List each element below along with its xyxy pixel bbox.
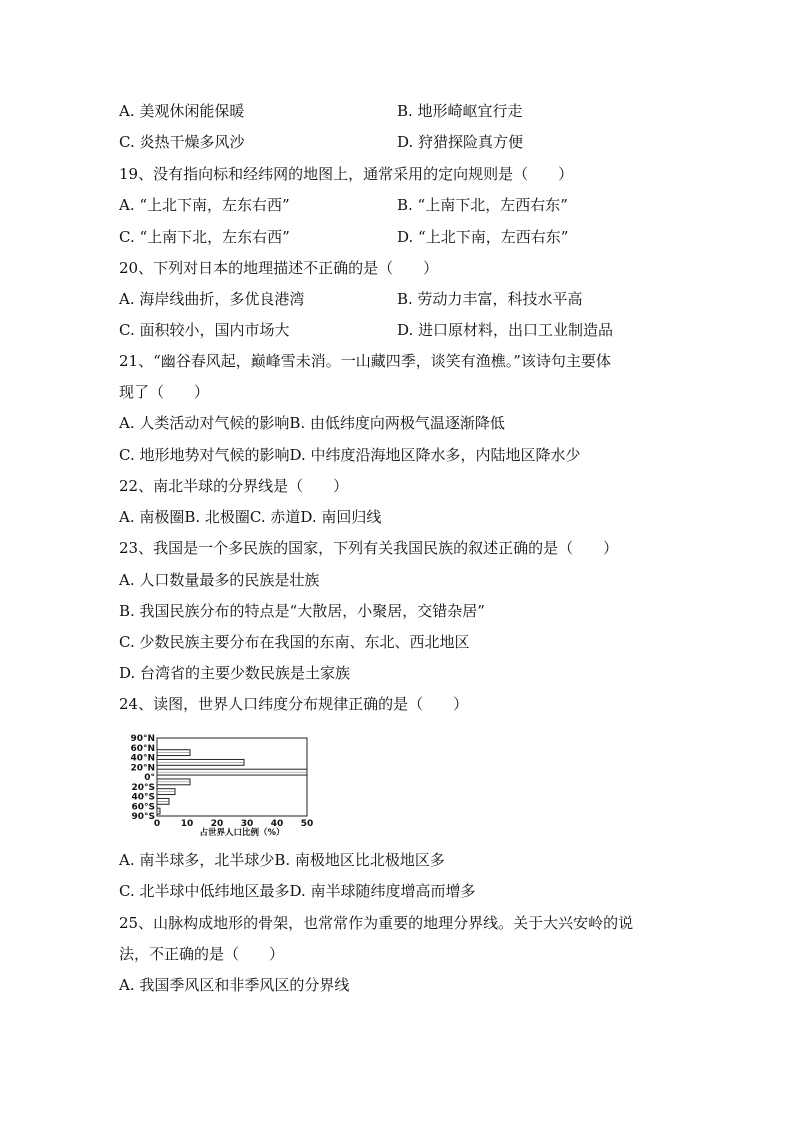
q23-option-b: B. 我国民族分布的特点是“大散居，小聚居，交错杂居”	[119, 602, 485, 620]
x-tick-label: 50	[300, 819, 314, 829]
q25-stem-line2: 法，不正确的是（ ）	[119, 945, 285, 963]
q18-option-b: B. 地形崎岖宜行走	[397, 102, 523, 120]
q19-stem: 19、没有指向标和经纬网的地图上，通常采用的定向规则是（ ）	[119, 165, 574, 183]
q20-option-d: D. 进口原材料，出口工业制造品	[397, 321, 614, 339]
x-tick-label: 0	[153, 819, 161, 829]
x-tick-label: 10	[180, 819, 194, 829]
q25-stem-line1: 25、山脉构成地形的骨架，也常常作为重要的地理分界线。关于大兴安岭的说	[119, 914, 634, 932]
q20-stem: 20、下列对日本的地理描述不正确的是（ ）	[119, 259, 439, 277]
q20-option-a: A. 海岸线曲折，多优良港湾	[119, 290, 305, 308]
q19-option-b: B. “上南下北，左西右东”	[397, 196, 568, 214]
population-latitude-chart	[125, 734, 375, 836]
y-tick-label: 40°S	[131, 792, 155, 803]
q21-stem-line1: 21、“幽谷春风起，巅峰雪未消。一山藏四季，谈笑有渔樵。”该诗句主要体	[119, 352, 611, 370]
q21-options-cd: C. 地形地势对气候的影响D. 中纬度沿海地区降水多，内陆地区降水少	[119, 446, 581, 464]
y-tick-label: 60°N	[130, 743, 155, 754]
y-tick-label: 40°N	[130, 753, 155, 764]
q18-option-c: C. 炎热干燥多风沙	[119, 133, 245, 151]
q24-options-ab: A. 南半球多，北半球少B. 南极地区比北极地区多	[119, 851, 445, 869]
q23-option-c: C. 少数民族主要分布在我国的东南、东北、西北地区	[119, 633, 470, 651]
q18-option-d: D. 狩猎探险真方便	[397, 133, 524, 151]
q24-stem: 24、读图，世界人口纬度分布规律正确的是（ ）	[119, 695, 469, 713]
q20-option-b: B. 劳动力丰富，科技水平高	[397, 290, 583, 308]
q22-options: A. 南极圈B. 北极圈C. 赤道D. 南回归线	[119, 508, 382, 526]
x-tick-label: 30	[240, 819, 254, 829]
y-tick-label: 60°S	[131, 802, 155, 813]
y-tick-label: 20°S	[131, 782, 155, 793]
q19-option-d: D. “上北下南，左西右东”	[397, 228, 569, 246]
q23-option-a: A. 人口数量最多的民族是壮族	[119, 571, 320, 589]
q21-options-ab: A. 人类活动对气候的影响B. 由低纬度向两极气温逐渐降低	[119, 414, 505, 432]
q24-options-cd: C. 北半球中低纬地区最多D. 南半球随纬度增高而增多	[119, 882, 476, 900]
x-axis-label: 占世界人口比例（%）	[199, 828, 285, 836]
y-tick-label: 90°S	[131, 812, 155, 822]
q19-option-c: C. “上南下北，左东右西”	[119, 228, 290, 246]
q21-stem-line2: 现了（ ）	[119, 383, 210, 401]
q20-option-c: C. 面积较小，国内市场大	[119, 321, 290, 339]
x-tick-label: 20	[210, 819, 224, 829]
q23-stem: 23、我国是一个多民族的国家，下列有关我国民族的叙述正确的是（ ）	[119, 539, 619, 557]
y-tick-label: 90°N	[130, 734, 155, 744]
q22-stem: 22、南北半球的分界线是（ ）	[119, 477, 349, 495]
q23-option-d: D. 台湾省的主要少数民族是土家族	[119, 664, 351, 682]
q19-option-a: A. “上北下南，左东右西”	[119, 196, 290, 214]
q18-option-a: A. 美观休闲能保暖	[119, 102, 245, 120]
y-tick-label: 0°	[144, 773, 155, 783]
y-tick-label: 20°N	[130, 763, 155, 774]
q25-option-a: A. 我国季风区和非季风区的分界线	[119, 976, 350, 994]
x-tick-label: 40	[270, 819, 284, 829]
